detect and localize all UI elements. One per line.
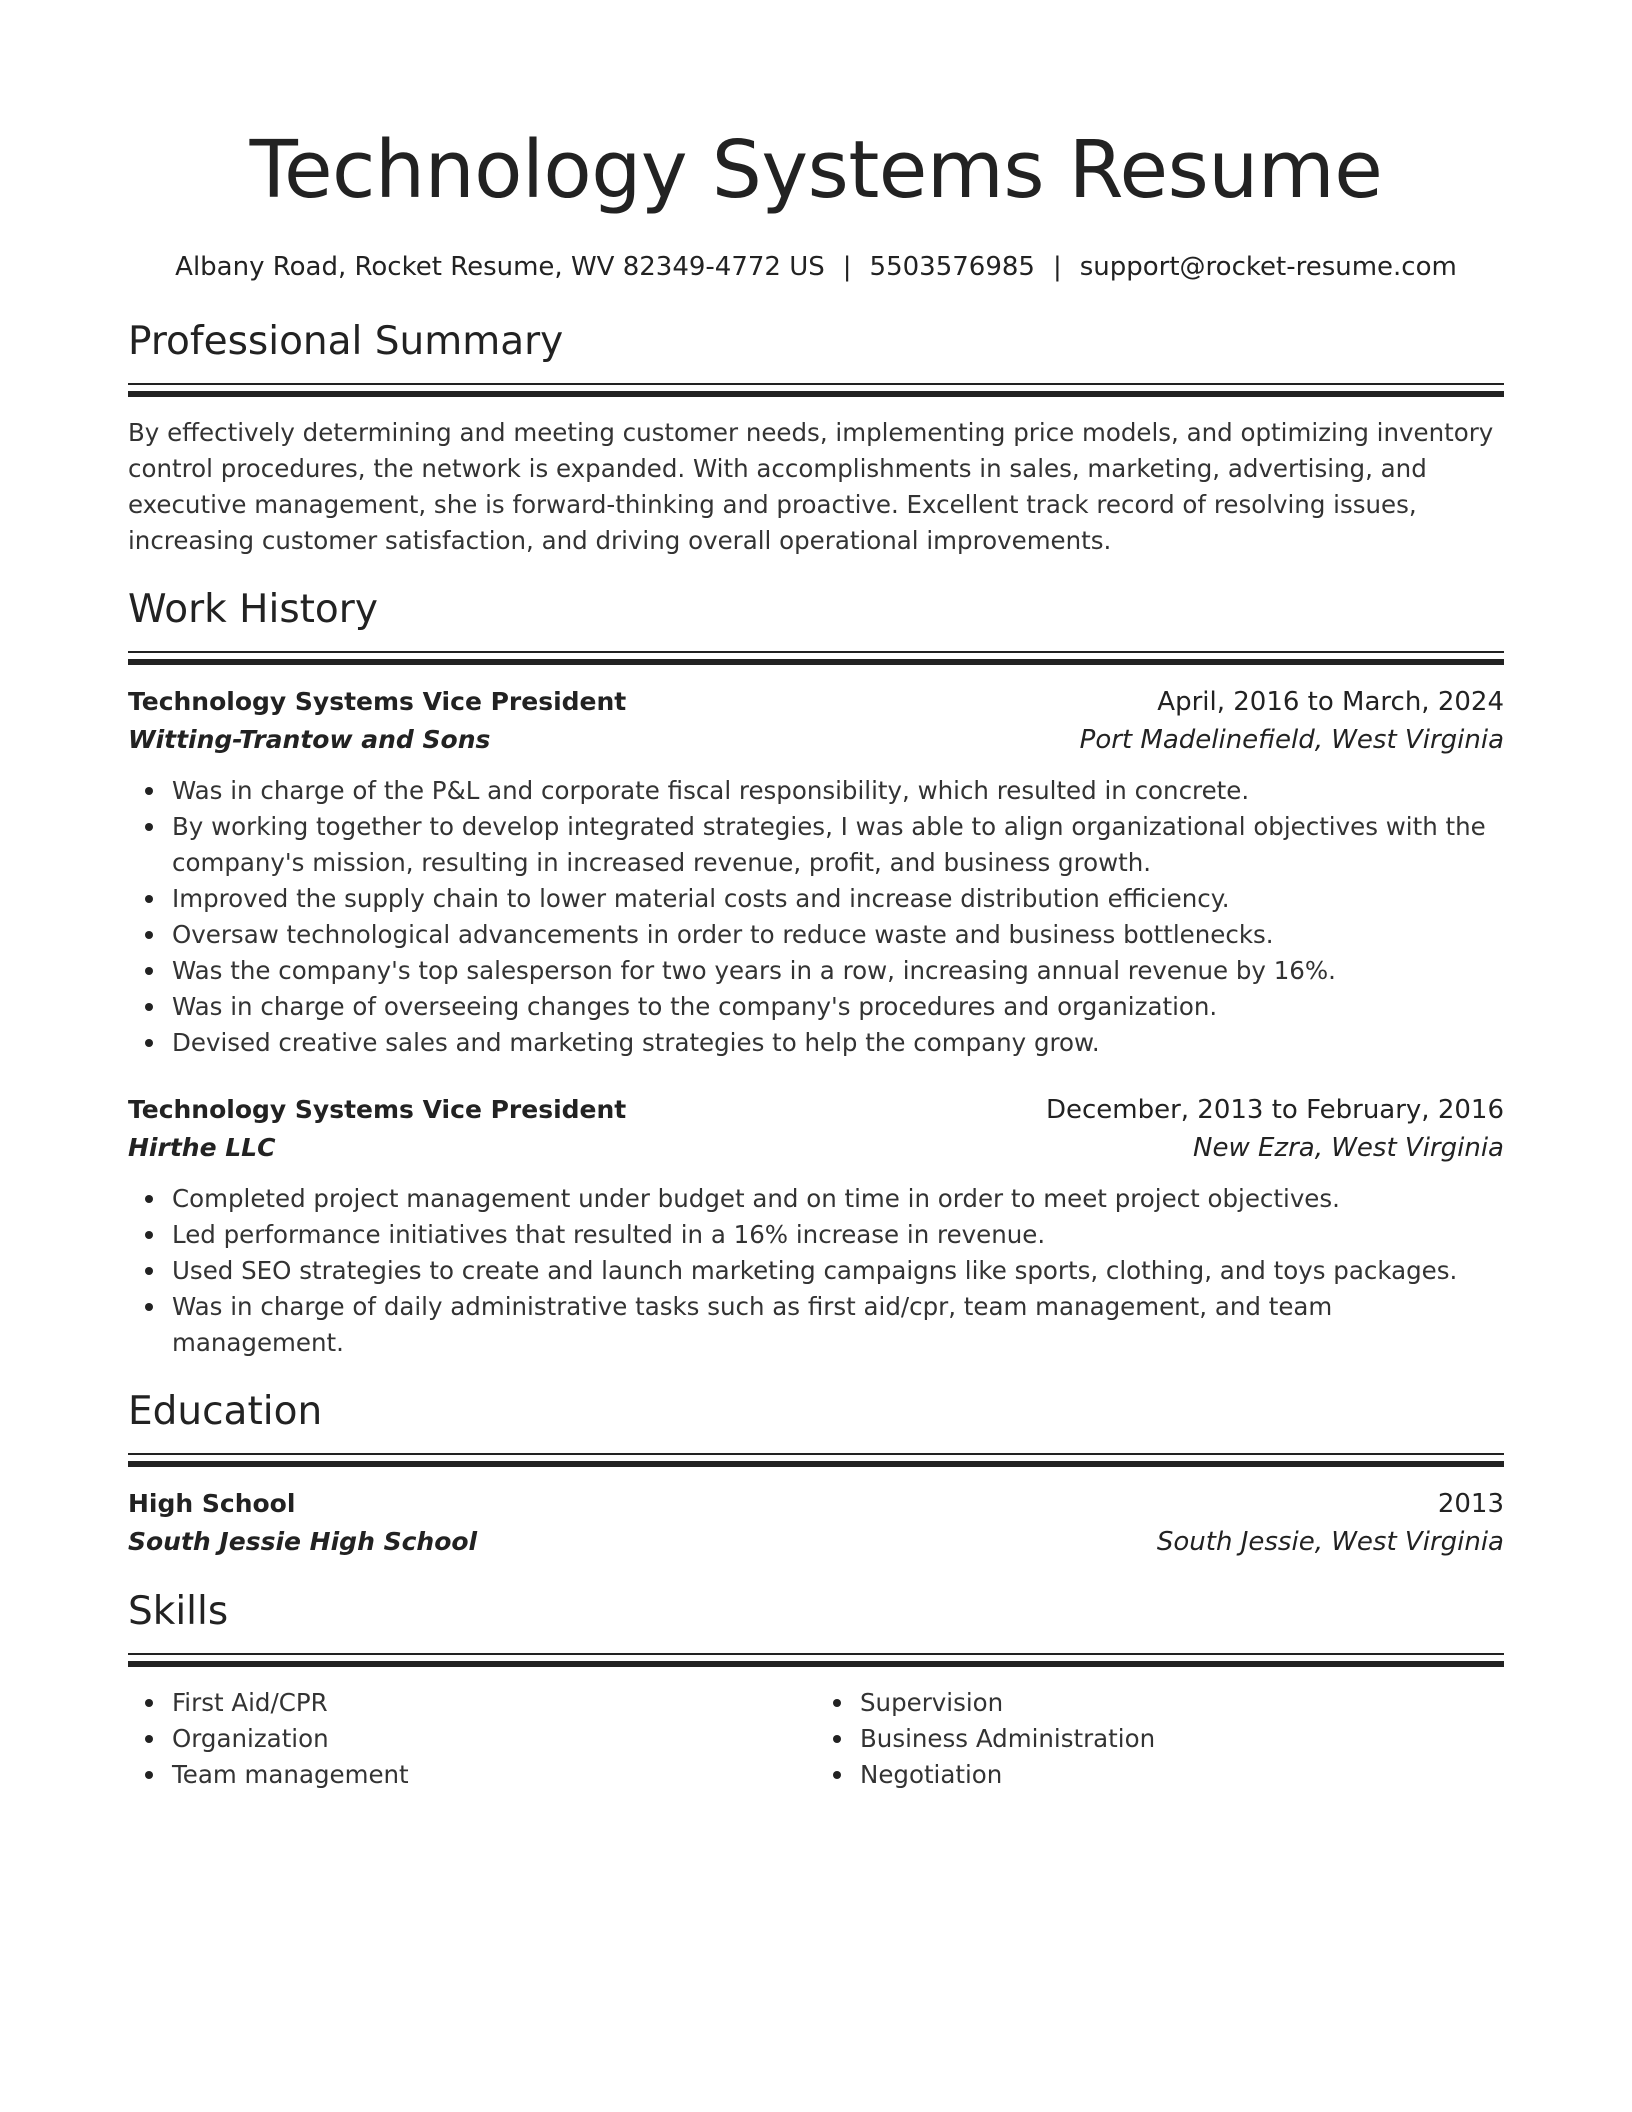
education-school: South Jessie High School [128, 1527, 478, 1556]
contact-line [128, 250, 1504, 284]
skill-item: Business Administration [860, 1721, 1504, 1757]
list-item: Used SEO strategies to create and launch marketing campaigns like sports, clothing, and toys packages. [172, 1253, 1504, 1289]
job-subheader-row [128, 1129, 1504, 1167]
education-heading: Education [128, 1389, 323, 1434]
job-company: Witting-Trantow and Sons [128, 725, 491, 754]
job-title: Technology Systems Vice President [128, 687, 627, 716]
summary-heading: Professional Summary [128, 319, 564, 364]
skills-list [128, 1685, 816, 1793]
education-subheader-row [128, 1523, 1504, 1561]
section-divider-thick [128, 1661, 1504, 1667]
job-subheader-row [128, 721, 1504, 759]
section-divider [128, 1653, 1504, 1655]
education-section [128, 1387, 1504, 1561]
job-dates: December, 2013 to February, 2016 [1045, 1095, 1504, 1125]
contact-email[interactable]: support@rocket-resume.com [1079, 252, 1457, 282]
work-section [128, 585, 1504, 1361]
skill-item: Team management [172, 1757, 816, 1793]
education-location: South Jessie, West Virginia [1156, 1527, 1504, 1557]
skill-item: Supervision [860, 1685, 1504, 1721]
job-bullets [128, 773, 1504, 1061]
job-header-row [128, 1091, 1504, 1129]
list-item: By working together to develop integrated strategies, I was able to align organizational objectives with the company's mission, resulting in increased revenue, profit, and business growth. [172, 809, 1504, 881]
skills-column-left [128, 1685, 816, 1793]
skills-section [128, 1587, 1504, 1793]
list-item: Oversaw technological advancements in order to reduce waste and business bottlenecks. [172, 917, 1504, 953]
skills-list [816, 1685, 1504, 1793]
skill-item: First Aid/CPR [172, 1685, 816, 1721]
contact-address: Albany Road, Rocket Resume, WV 82349-4772 US [175, 252, 825, 282]
summary-section [128, 317, 1504, 559]
work-heading: Work History [128, 587, 378, 632]
list-item: Improved the supply chain to lower material costs and increase distribution efficiency. [172, 881, 1504, 917]
education-degree: High School [128, 1489, 296, 1518]
section-divider [128, 383, 1504, 385]
job-dates: April, 2016 to March, 2024 [1157, 687, 1504, 717]
skill-item: Organization [172, 1721, 816, 1757]
list-item: Devised creative sales and marketing strategies to help the company grow. [172, 1025, 1504, 1061]
list-item: Completed project management under budget and on time in order to meet project objectives. [172, 1181, 1504, 1217]
skills-heading: Skills [128, 1589, 229, 1634]
job-header-row [128, 683, 1504, 721]
list-item: Was in charge of daily administrative tasks such as first aid/cpr, team management, and team management. [172, 1289, 1504, 1361]
job-title: Technology Systems Vice President [128, 1095, 627, 1124]
job-company: Hirthe LLC [128, 1133, 276, 1162]
skill-item: Negotiation [860, 1757, 1504, 1793]
job-bullets [128, 1181, 1504, 1361]
education-header-row [128, 1485, 1504, 1523]
contact-separator: | [842, 252, 852, 282]
skills-grid [128, 1685, 1504, 1793]
list-item: Led performance initiatives that resulted in a 16% increase in revenue. [172, 1217, 1504, 1253]
section-divider-thick [128, 391, 1504, 397]
list-item: Was the company's top salesperson for two years in a row, increasing annual revenue by 16%. [172, 953, 1504, 989]
job-entry [128, 683, 1504, 1061]
resume-title: Technology Systems Resume [249, 124, 1383, 216]
job-entry [128, 1091, 1504, 1361]
skills-column-right [816, 1685, 1504, 1793]
summary-text: By effectively determining and meeting customer needs, implementing price models, and optimizing inventory control procedures, the network is expanded. With accomplishments in sales, marketing, advertising, and executive management, she is forward-thinking and proactive. Excellent track record of resolving issues, increasing customer satisfaction, and driving overall operational improvements. [128, 418, 1494, 555]
contact-separator: | [1052, 252, 1062, 282]
education-year: 2013 [1437, 1489, 1504, 1519]
contact-phone: 5503576985 [869, 252, 1035, 282]
section-divider [128, 651, 1504, 653]
section-divider-thick [128, 1461, 1504, 1467]
list-item: Was in charge of overseeing changes to the company's procedures and organization. [172, 989, 1504, 1025]
section-divider [128, 1453, 1504, 1455]
job-location: New Ezra, West Virginia [1193, 1133, 1504, 1163]
job-location: Port Madelinefield, West Virginia [1079, 725, 1504, 755]
section-divider-thick [128, 659, 1504, 665]
list-item: Was in charge of the P&L and corporate fiscal responsibility, which resulted in concrete. [172, 773, 1504, 809]
